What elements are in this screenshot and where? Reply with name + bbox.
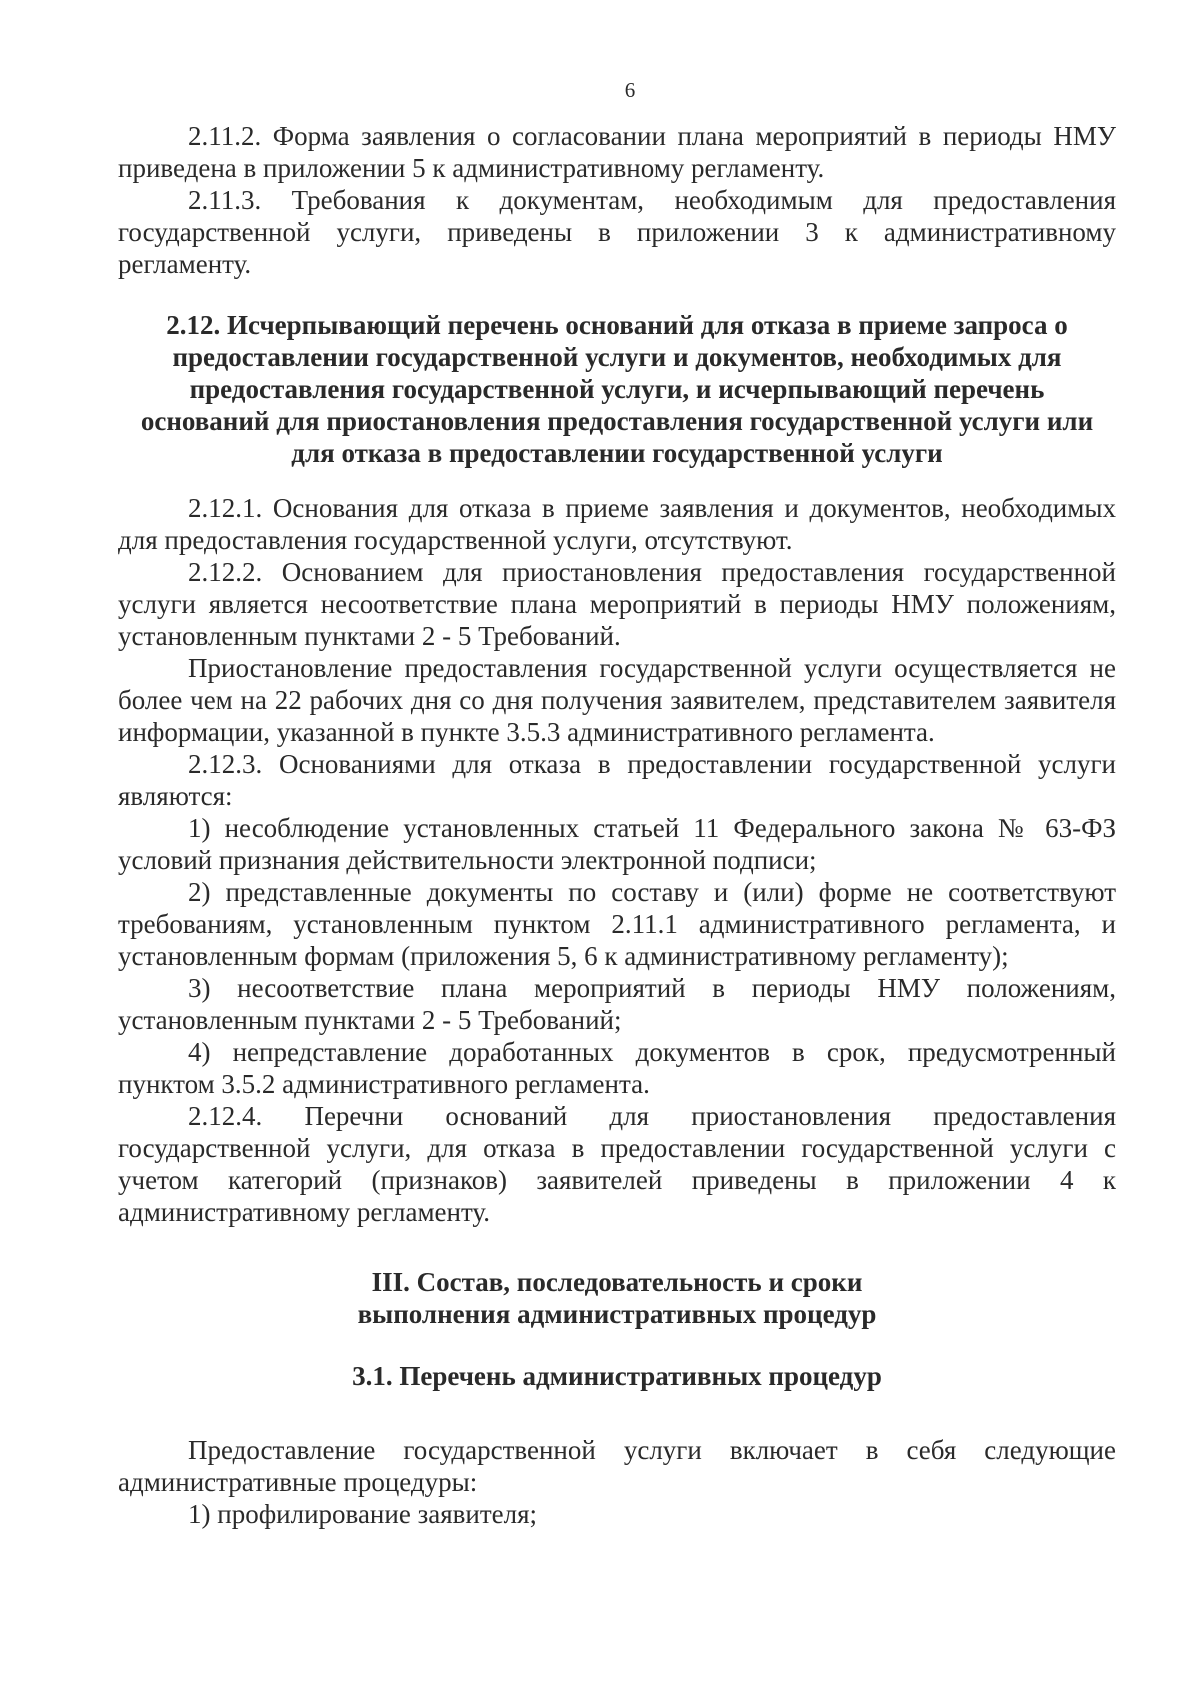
section-heading-3-1: 3.1. Перечень административных процедур xyxy=(352,1361,882,1391)
refusal-item: 3) несоответствие плана мероприятий в периоды НМУ положениям, установленным пунктами 2 - 5 Требований; xyxy=(118,973,1116,1035)
procedure-item: 1) профилирование заявителя; xyxy=(188,1499,538,1529)
section-heading-2-12: 2.12. Исчерпывающий перечень оснований для отказа в приеме запроса о предоставлении государственной услуги и документов, необходимых для предоставления государственной услуги, и исчерпывающий перечень оснований для приостановления предоставления государственной услуги или для отказа в предоставлении государственной услуги xyxy=(140,310,1094,468)
paragraph-2-11-2: 2.11.2. Форма заявления о согласовании плана мероприятий в периоды НМУ приведена в приложении 5 к административному регламенту. xyxy=(118,121,1116,183)
paragraph-2-12-3: 2.12.3. Основаниями для отказа в предоставлении государственной услуги являются: xyxy=(118,749,1116,811)
paragraph-2-12-4: 2.12.4. Перечни оснований для приостановления предоставления государственной услуги, для отказа в предоставлении государственной услуги с учетом категорий (признаков) заявителей приведены в приложении 4 к административному регламенту. xyxy=(118,1101,1116,1227)
refusal-item: 1) несоблюдение установленных статьей 11 Федерального закона № 63-ФЗ условий признания действительности электронной подписи; xyxy=(118,813,1116,875)
refusal-item: 2) представленные документы по составу и (или) форме не соответствуют требованиям, установленным пунктом 2.11.1 административного регламента, и установленным формам (приложения 5, 6 к административному регламенту); xyxy=(118,877,1116,971)
chapter-heading-iii xyxy=(118,1266,1116,1330)
paragraph-suspension: Приостановление предоставления государственной услуги осуществляется не более чем на 22 рабочих дня со дня получения заявителем, представителем заявителя информации, указанной в пункте 3.5.3 административного регламента. xyxy=(118,653,1116,747)
document-body xyxy=(118,120,1116,1530)
refusal-item: 4) непредставление доработанных документов в срок, предусмотренный пунктом 3.5.2 административного регламента. xyxy=(118,1037,1116,1099)
paragraph-2-12-2: 2.12.2. Основанием для приостановления предоставления государственной услуги является несоответствие плана мероприятий в периоды НМУ положениям, установленным пунктами 2 - 5 Требований. xyxy=(118,557,1116,651)
paragraph-2-11-3: 2.11.3. Требования к документам, необходимым для предоставления государственной услуги, приведены в приложении 3 к административному регламенту. xyxy=(118,185,1116,279)
paragraph-2-12-1: 2.12.1. Основания для отказа в приеме заявления и документов, необходимых для предоставления государственной услуги, отсутствуют. xyxy=(118,493,1116,555)
chapter-heading-line: выполнения административных процедур xyxy=(357,1299,877,1329)
chapter-heading-line: III. Состав, последовательность и сроки xyxy=(371,1267,863,1297)
page-number: 6 xyxy=(624,78,636,102)
paragraph-3-1-intro: Предоставление государственной услуги включает в себя следующие административные процедуры: xyxy=(118,1435,1116,1497)
